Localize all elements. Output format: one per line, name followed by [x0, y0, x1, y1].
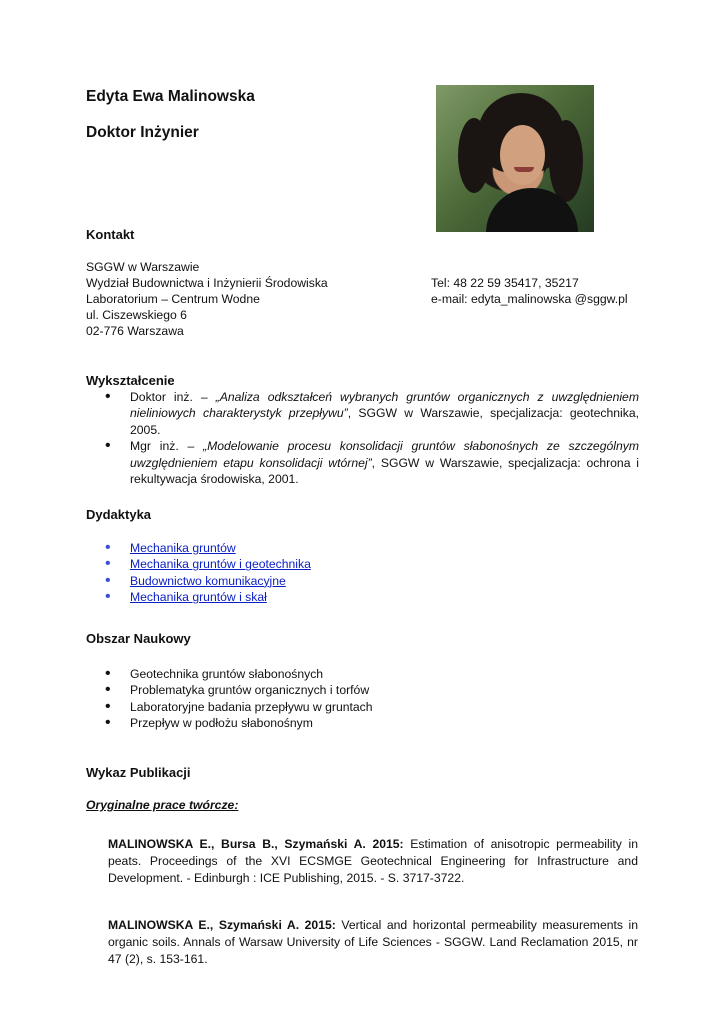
teaching-link-item — [103, 573, 639, 589]
teaching-heading: Dydaktyka — [86, 507, 152, 522]
research-heading: Obszar Naukowy — [86, 631, 191, 646]
teaching-link-item — [103, 556, 639, 572]
course-link-budownictwo-komunikacyjne[interactable]: Budownictwo komunikacyjne — [130, 573, 286, 588]
course-link-mechanika-gruntow-geotechnika[interactable]: Mechanika gruntów i geotechnika — [130, 557, 311, 572]
teaching-link-item — [103, 589, 639, 605]
contact-heading: Kontakt — [86, 227, 135, 242]
teaching-links-list — [103, 540, 639, 606]
publication-entry: MALINOWSKA E., Bursa B., Szymański A. 2015: Estimation of anisotropic permeability in peats. Proceedings of the XVI ECSMGE Geotechnical Engineering for Infrastructure and Development. - Edinburgh : ICE Publishing, 2015. - S. 3717-3722. — [108, 837, 639, 885]
research-item: • Laboratoryjne badania przepływu w gruntach — [103, 699, 639, 715]
course-link-mechanika-gruntow-skal[interactable]: Mechanika gruntów i skał — [130, 590, 267, 605]
education-item: • Doktor inż. – „Analiza odkształceń wybranych gruntów organicznych z uwzględnieniem nieliniowych charakterystyk przepływu”, SGGW w Warszawie, specjalizacja: geotechnika, 2005. — [103, 389, 639, 438]
profile-photo — [436, 85, 594, 232]
teaching-link-item — [103, 540, 639, 556]
education-list — [103, 389, 639, 487]
course-link-mechanika-gruntow[interactable]: Mechanika gruntów — [130, 541, 236, 555]
education-item: • Mgr inż. – „Modelowanie procesu konsolidacji gruntów słabonośnych ze szczególnym uwzględnieniem etapu konsolidacji wtórnej”, SGGW w Warszawie, specjalizacja: ochrona i rekultywacja środowiska, 2001. — [103, 438, 639, 487]
publications-subheading: Oryginalne prace twórcze: — [86, 798, 239, 812]
contact-phone: Tel: 48 22 59 35417, 35217 — [431, 276, 579, 290]
person-name: Edyta Ewa Malinowska — [86, 88, 255, 105]
education-heading: Wykształcenie — [86, 373, 175, 388]
research-item: • Problematyka gruntów organicznych i torfów — [103, 682, 639, 698]
research-item: • Geotechnika gruntów słabonośnych — [103, 666, 639, 682]
research-list — [103, 666, 639, 732]
academic-degree: Doktor Inżynier — [86, 124, 199, 141]
contact-address-line: 02-776 Warszawa — [86, 324, 184, 338]
research-item: • Przepływ w podłożu słabonośnym — [103, 715, 639, 731]
contact-email: e-mail: edyta_malinowska @sggw.pl — [431, 292, 628, 306]
publications-heading: Wykaz Publikacji — [86, 765, 191, 780]
contact-address-line: Laboratorium – Centrum Wodne — [86, 292, 260, 306]
contact-address-line: ul. Ciszewskiego 6 — [86, 308, 187, 322]
publication-entry: MALINOWSKA E., Szymański A. 2015: Vertical and horizontal permeability measurements in organic soils. Annals of Warsaw University of Life Sciences - SGGW. Land Reclamation 2015, nr 47 (2), s. 153-161. — [108, 918, 639, 966]
contact-address-line: Wydział Budownictwa i Inżynierii Środowiska — [86, 276, 328, 290]
contact-address-line: SGGW w Warszawie — [86, 260, 200, 274]
